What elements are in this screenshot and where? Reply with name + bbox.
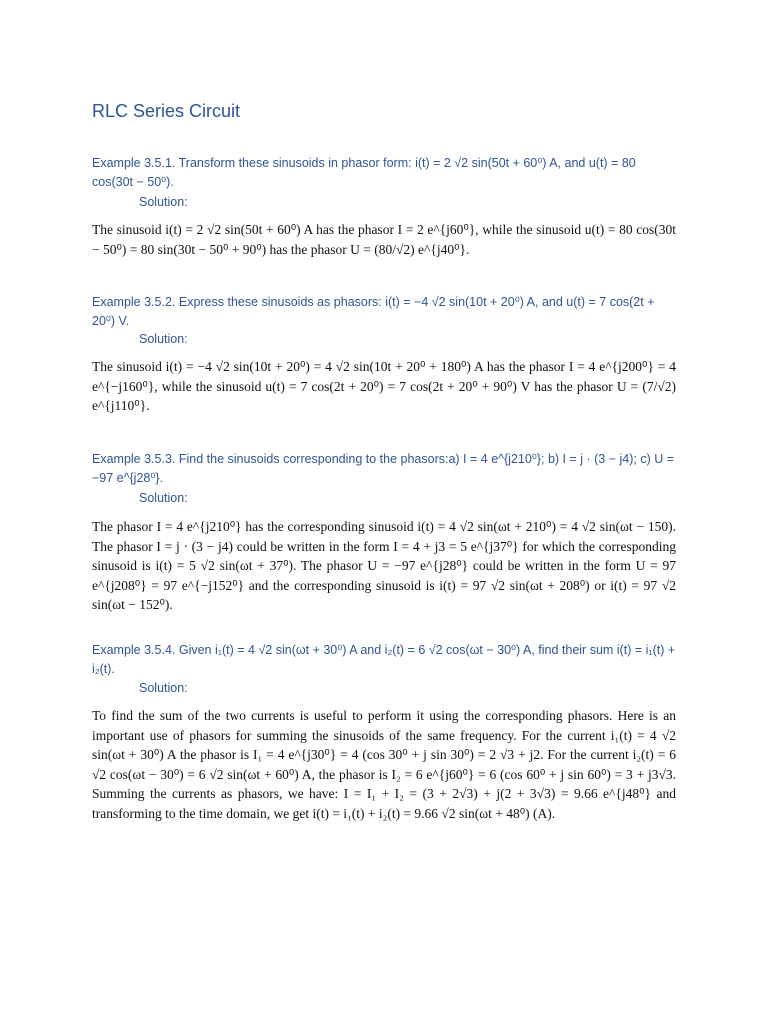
solution-label: Solution: xyxy=(139,491,188,505)
solution-text: To find the sum of the two currents is useful to perform it using the corresponding phasors. Here is an important use of phasors for summing the sinusoids of the same frequency. For the current i₁(t) = 4 √2 sin(ωt + 30⁰) A the phasor is I₁ = 4 e^{j30⁰} = 4 (cos 30⁰ + j sin 30⁰) = 2 √3 + j2. For the current i₂(t) = 6 √2 cos(ωt − 30⁰) = 6 √2 sin(ωt + 60⁰) A, the phasor is I₂ = 6 e^{j60⁰} = 6 (cos 60⁰ + j sin 60⁰) = 3 + j3√3. Summing the currents as phasors, we have: I = I₁ + I₂ = (3 + 2√3) + j(2 + 3√3) = 9.66 e^{j48⁰} and transforming to the time domain, we get i(t) = i₁(t) + i₂(t) = 9.66 √2 sin(ωt + 48⁰) (A). xyxy=(92,708,676,821)
solution-label: Solution: xyxy=(139,195,188,209)
example-heading: Example 3.5.4. Given i₁(t) = 4 √2 sin(ωt + 30⁰) A and i₂(t) = 6 √2 cos(ωt − 30⁰) A, find their sum i(t) = i₁(t) + i₂(t). xyxy=(92,643,676,676)
solution-text: The sinusoid i(t) = 2 √2 sin(50t + 60⁰) A has the phasor I = 2 e^{j60⁰}, while the sinusoid u(t) = 80 cos(30t − 50⁰) = 80 sin(30t − 50⁰ + 90⁰) has the phasor U = (80/√2) e^{j40⁰}. xyxy=(92,222,676,257)
solution-label: Solution: xyxy=(139,332,188,346)
document-title: RLC Series Circuit xyxy=(92,101,241,121)
solution-label: Solution: xyxy=(139,681,188,695)
solution-text: The sinusoid i(t) = −4 √2 sin(10t + 20⁰) = 4 √2 sin(10t + 20⁰ + 180⁰) A has the phasor I = 4 e^{j200⁰} = 4 e^{−j160⁰}, while the sinusoid u(t) = 7 cos(2t + 20⁰) = 7 cos(2t + 20⁰ + 90⁰) V has the phasor U = (7/√2) e^{j110⁰}. xyxy=(92,359,676,413)
example-heading: Example 3.5.3. Find the sinusoids corresponding to the phasors:a) I = 4 e^{j210⁰}; b) I = j · (3 − j4); c) U = −97 e^{j28⁰}. xyxy=(92,452,675,485)
example-heading: Example 3.5.2. Express these sinusoids as phasors: i(t) = −4 √2 sin(10t + 20⁰) A, and u(t) = 7 cos(2t + 20⁰) V. xyxy=(92,295,655,328)
example-heading: Example 3.5.1. Transform these sinusoids in phasor form: i(t) = 2 √2 sin(50t + 60⁰) A, and u(t) = 80 cos(30t − 50⁰). xyxy=(92,156,636,189)
solution-text: The phasor I = 4 e^{j210⁰} has the corresponding sinusoid i(t) = 4 √2 sin(ωt + 210⁰) = 4 √2 sin(ωt − 150). The phasor I = j · (3 − j4) could be written in the form I = 4 + j3 = 5 e^{j37⁰} for which the corresponding sinusoid is i(t) = 5 √2 sin(ωt + 37⁰). The phasor U = −97 e^{j28⁰} could be written in the form U = 97 e^{j208⁰} = 97 e^{−j152⁰} and the corresponding sinusoid is i(t) = 97 √2 sin(ωt + 208⁰) or i(t) = 97 √2 sin(ωt − 152⁰). xyxy=(92,519,676,612)
